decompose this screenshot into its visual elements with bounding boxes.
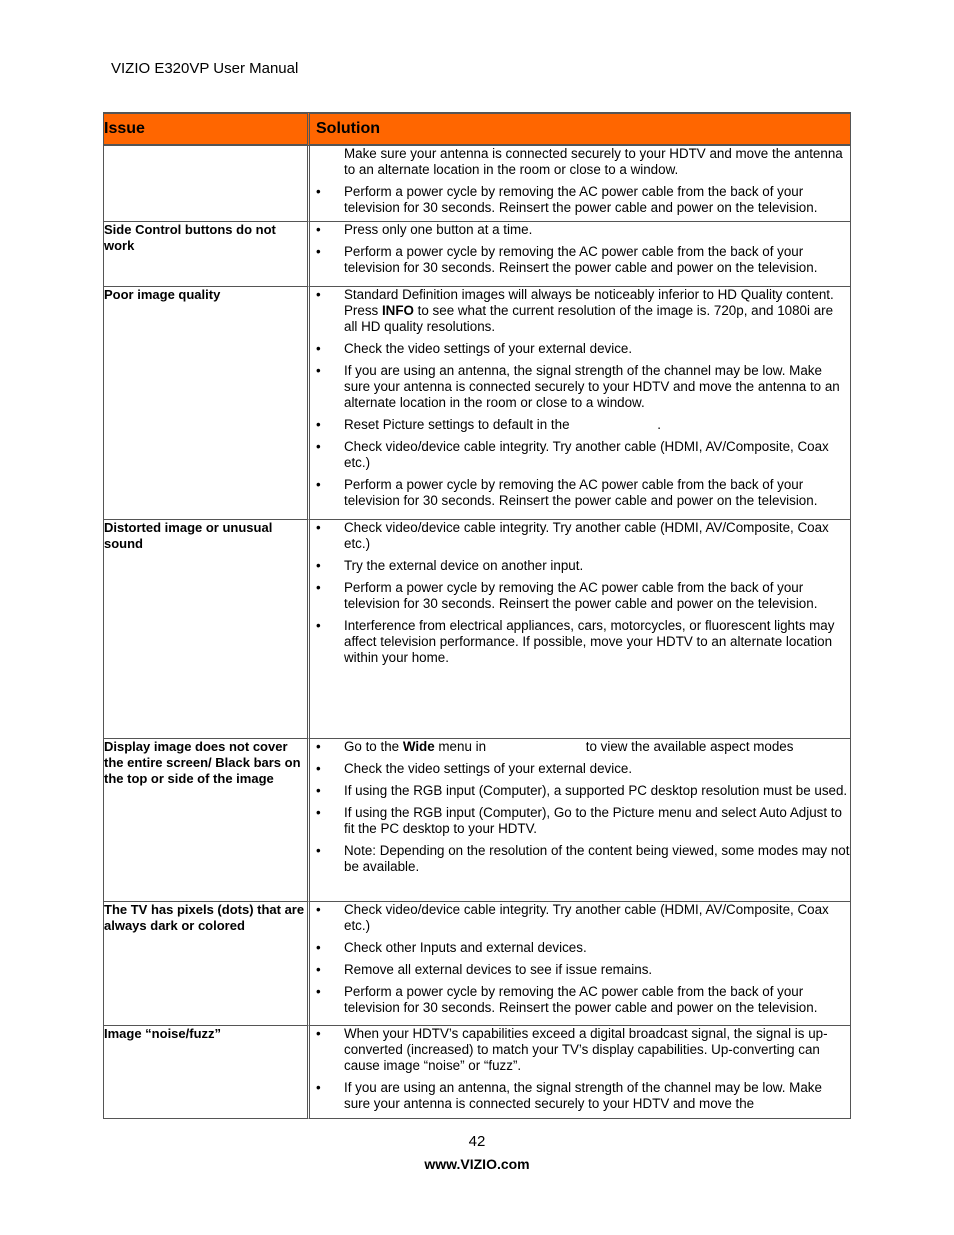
table-row (103, 222, 851, 287)
solution-item (310, 417, 850, 433)
solution-list (310, 902, 850, 1016)
table-row (103, 520, 851, 739)
solution-text: If you are using an antenna, the signal strength of the channel may be low. Make sure your antenna is connected securely to your HDTV and move the antenna to an alternate location in the room or close to a window. (344, 363, 840, 410)
solution-item (310, 477, 850, 509)
bullet-icon: • (316, 417, 321, 432)
issue-cell: Poor image quality (103, 287, 310, 520)
table-header-row (103, 112, 851, 146)
solution-text: If using the RGB input (Computer), a supported PC desktop resolution must be used. (344, 783, 848, 798)
solution-text: Go to the (344, 739, 403, 754)
solution-text: . (657, 417, 661, 432)
solution-text: If you are using an antenna, the signal strength of the channel may be low. Make sure your antenna is connected securely to your HDTV and move the (344, 1080, 822, 1111)
solution-list (310, 739, 850, 875)
solution-cell (310, 520, 851, 739)
table-row (103, 146, 851, 222)
solution-text: Reset Picture settings to default in the (344, 417, 574, 432)
solution-item (310, 783, 850, 799)
solution-list (310, 222, 850, 276)
solution-list (310, 287, 850, 509)
solution-item (310, 244, 850, 276)
bullet-icon: • (316, 520, 321, 535)
solution-item (310, 363, 850, 411)
solution-item (310, 558, 850, 574)
table-row (103, 902, 851, 1026)
solution-item (310, 618, 850, 666)
bullet-icon: • (316, 940, 321, 955)
solution-item (310, 962, 850, 978)
solution-item (310, 287, 850, 335)
solution-text: Standard Definition images will always be noticeably inferior to HD Quality content. Press (344, 287, 834, 318)
bullet-icon: • (316, 962, 321, 977)
bullet-icon: • (316, 558, 321, 573)
solution-item (310, 580, 850, 612)
solution-cell (310, 739, 851, 902)
solution-text: When your HDTV’s capabilities exceed a digital broadcast signal, the signal is up-converted (increased) to match your TV’s display capabilities. Up-converting can cause image “noise” or “fuzz”. (344, 1026, 828, 1073)
solution-list (310, 520, 850, 666)
bullet-icon: • (316, 477, 321, 492)
bullet-icon: • (316, 580, 321, 595)
solution-item (310, 902, 850, 934)
bullet-icon: • (316, 761, 321, 776)
bullet-icon: • (316, 341, 321, 356)
solution-text: menu in (434, 739, 490, 754)
solution-text: to see what the current resolution of the image is. 720p, and 1080i are all HD quality resolutions. (344, 303, 834, 334)
solution-item (310, 940, 850, 956)
solution-text: Perform a power cycle by removing the AC power cable from the back of your television for 30 seconds. Reinsert the power cable and power on the television. (344, 244, 818, 275)
solution-item (310, 843, 850, 875)
table-row (103, 1026, 851, 1119)
bullet-icon: • (316, 222, 321, 237)
bullet-icon: • (316, 618, 321, 633)
bullet-icon: • (316, 902, 321, 917)
solution-item (310, 739, 850, 755)
solution-text: Try the external device on another input. (344, 558, 584, 573)
solution-list (310, 146, 850, 216)
solution-item (310, 805, 850, 837)
solution-text: Remove all external devices to see if issue remains. (344, 962, 653, 977)
solution-cell (310, 287, 851, 520)
solution-text: Check video/device cable integrity. Try another cable (HDMI, AV/Composite, Coax etc.) (344, 902, 829, 933)
solution-item (310, 222, 850, 238)
bullet-icon: • (316, 1026, 321, 1041)
solution-text: Perform a power cycle by removing the AC power cable from the back of your television for 30 seconds. Reinsert the power cable and power on the television. (344, 477, 818, 508)
solution-item (310, 984, 850, 1016)
website-url: www.VIZIO.com (424, 1156, 530, 1172)
solution-text: Note: Depending on the resolution of the content being viewed, some modes may not be available. (344, 843, 850, 874)
bullet-icon: • (316, 363, 321, 378)
bullet-icon: • (316, 1080, 321, 1095)
issue-cell: Distorted image or unusual sound (103, 520, 310, 739)
solution-text: Perform a power cycle by removing the AC power cable from the back of your television for 30 seconds. Reinsert the power cable and power on the television. (344, 984, 818, 1015)
issue-cell: Image “noise/fuzz” (103, 1026, 310, 1119)
solution-item (310, 184, 850, 216)
bullet-icon: • (316, 843, 321, 858)
bullet-icon: • (316, 439, 321, 454)
page-number: 42 (468, 1133, 486, 1150)
solution-text: Press only one button at a time. (344, 222, 533, 237)
solution-text: Check video/device cable integrity. Try another cable (HDMI, AV/Composite, Coax etc.) (344, 520, 829, 551)
issue-cell: Display image does not cover the entire screen/ Black bars on the top or side of the image (103, 739, 310, 902)
solution-cell (310, 222, 851, 287)
bullet-icon: • (316, 984, 321, 999)
document-title: VIZIO E320VP User Manual (111, 60, 299, 77)
solution-text: Check video/device cable integrity. Try another cable (HDMI, AV/Composite, Coax etc.) (344, 439, 829, 470)
issue-cell: The TV has pixels (dots) that are always dark or colored (103, 902, 310, 1026)
issue-cell: Side Control buttons do not work (103, 222, 310, 287)
solution-item (310, 439, 850, 471)
issue-cell (103, 146, 310, 222)
solution-item (310, 520, 850, 552)
bullet-icon: • (316, 244, 321, 259)
solution-text: to view the available aspect modes (585, 739, 794, 754)
solution-item (310, 1080, 850, 1112)
bullet-icon: • (316, 783, 321, 798)
solution-cell (310, 902, 851, 1026)
solution-cell (310, 1026, 851, 1119)
solution-text: Check other Inputs and external devices. (344, 940, 587, 955)
solution-text: If using the RGB input (Computer), Go to the Picture menu and select Auto Adjust to fit the PC desktop to your HDTV. (344, 805, 842, 836)
solution-text: Make sure your antenna is connected securely to your HDTV and move the antenna to an alternate location in the room or close to a window. (344, 146, 843, 177)
bullet-icon: • (316, 739, 321, 754)
troubleshooting-table (103, 112, 851, 1119)
table-row (103, 739, 851, 902)
solution-text: Interference from electrical appliances, cars, motorcycles, or fluorescent lights may affect television performance. If possible, move your HDTV to an alternate location within your home. (344, 618, 835, 665)
bullet-icon: • (316, 805, 321, 820)
solution-text: Perform a power cycle by removing the AC power cable from the back of your television for 30 seconds. Reinsert the power cable and power on the television. (344, 580, 818, 611)
solution-item (310, 761, 850, 777)
solution-cell (310, 146, 851, 222)
solution-text: Perform a power cycle by removing the AC power cable from the back of your television for 30 seconds. Reinsert the power cable and power on the television. (344, 184, 818, 215)
column-header-issue: Issue (103, 112, 310, 146)
solution-item (310, 341, 850, 357)
bold-text: Wide (402, 739, 435, 754)
bold-text: INFO (381, 303, 414, 318)
solution-text: Check the video settings of your external device. (344, 761, 633, 776)
table-body (103, 146, 851, 1119)
bullet-icon: • (316, 184, 321, 199)
solution-list (310, 1026, 850, 1112)
table-row (103, 287, 851, 520)
solution-text: Check the video settings of your external device. (344, 341, 633, 356)
bullet-icon: • (316, 287, 321, 302)
column-header-solution: Solution (310, 112, 851, 146)
solution-item (310, 146, 850, 178)
solution-item (310, 1026, 850, 1074)
